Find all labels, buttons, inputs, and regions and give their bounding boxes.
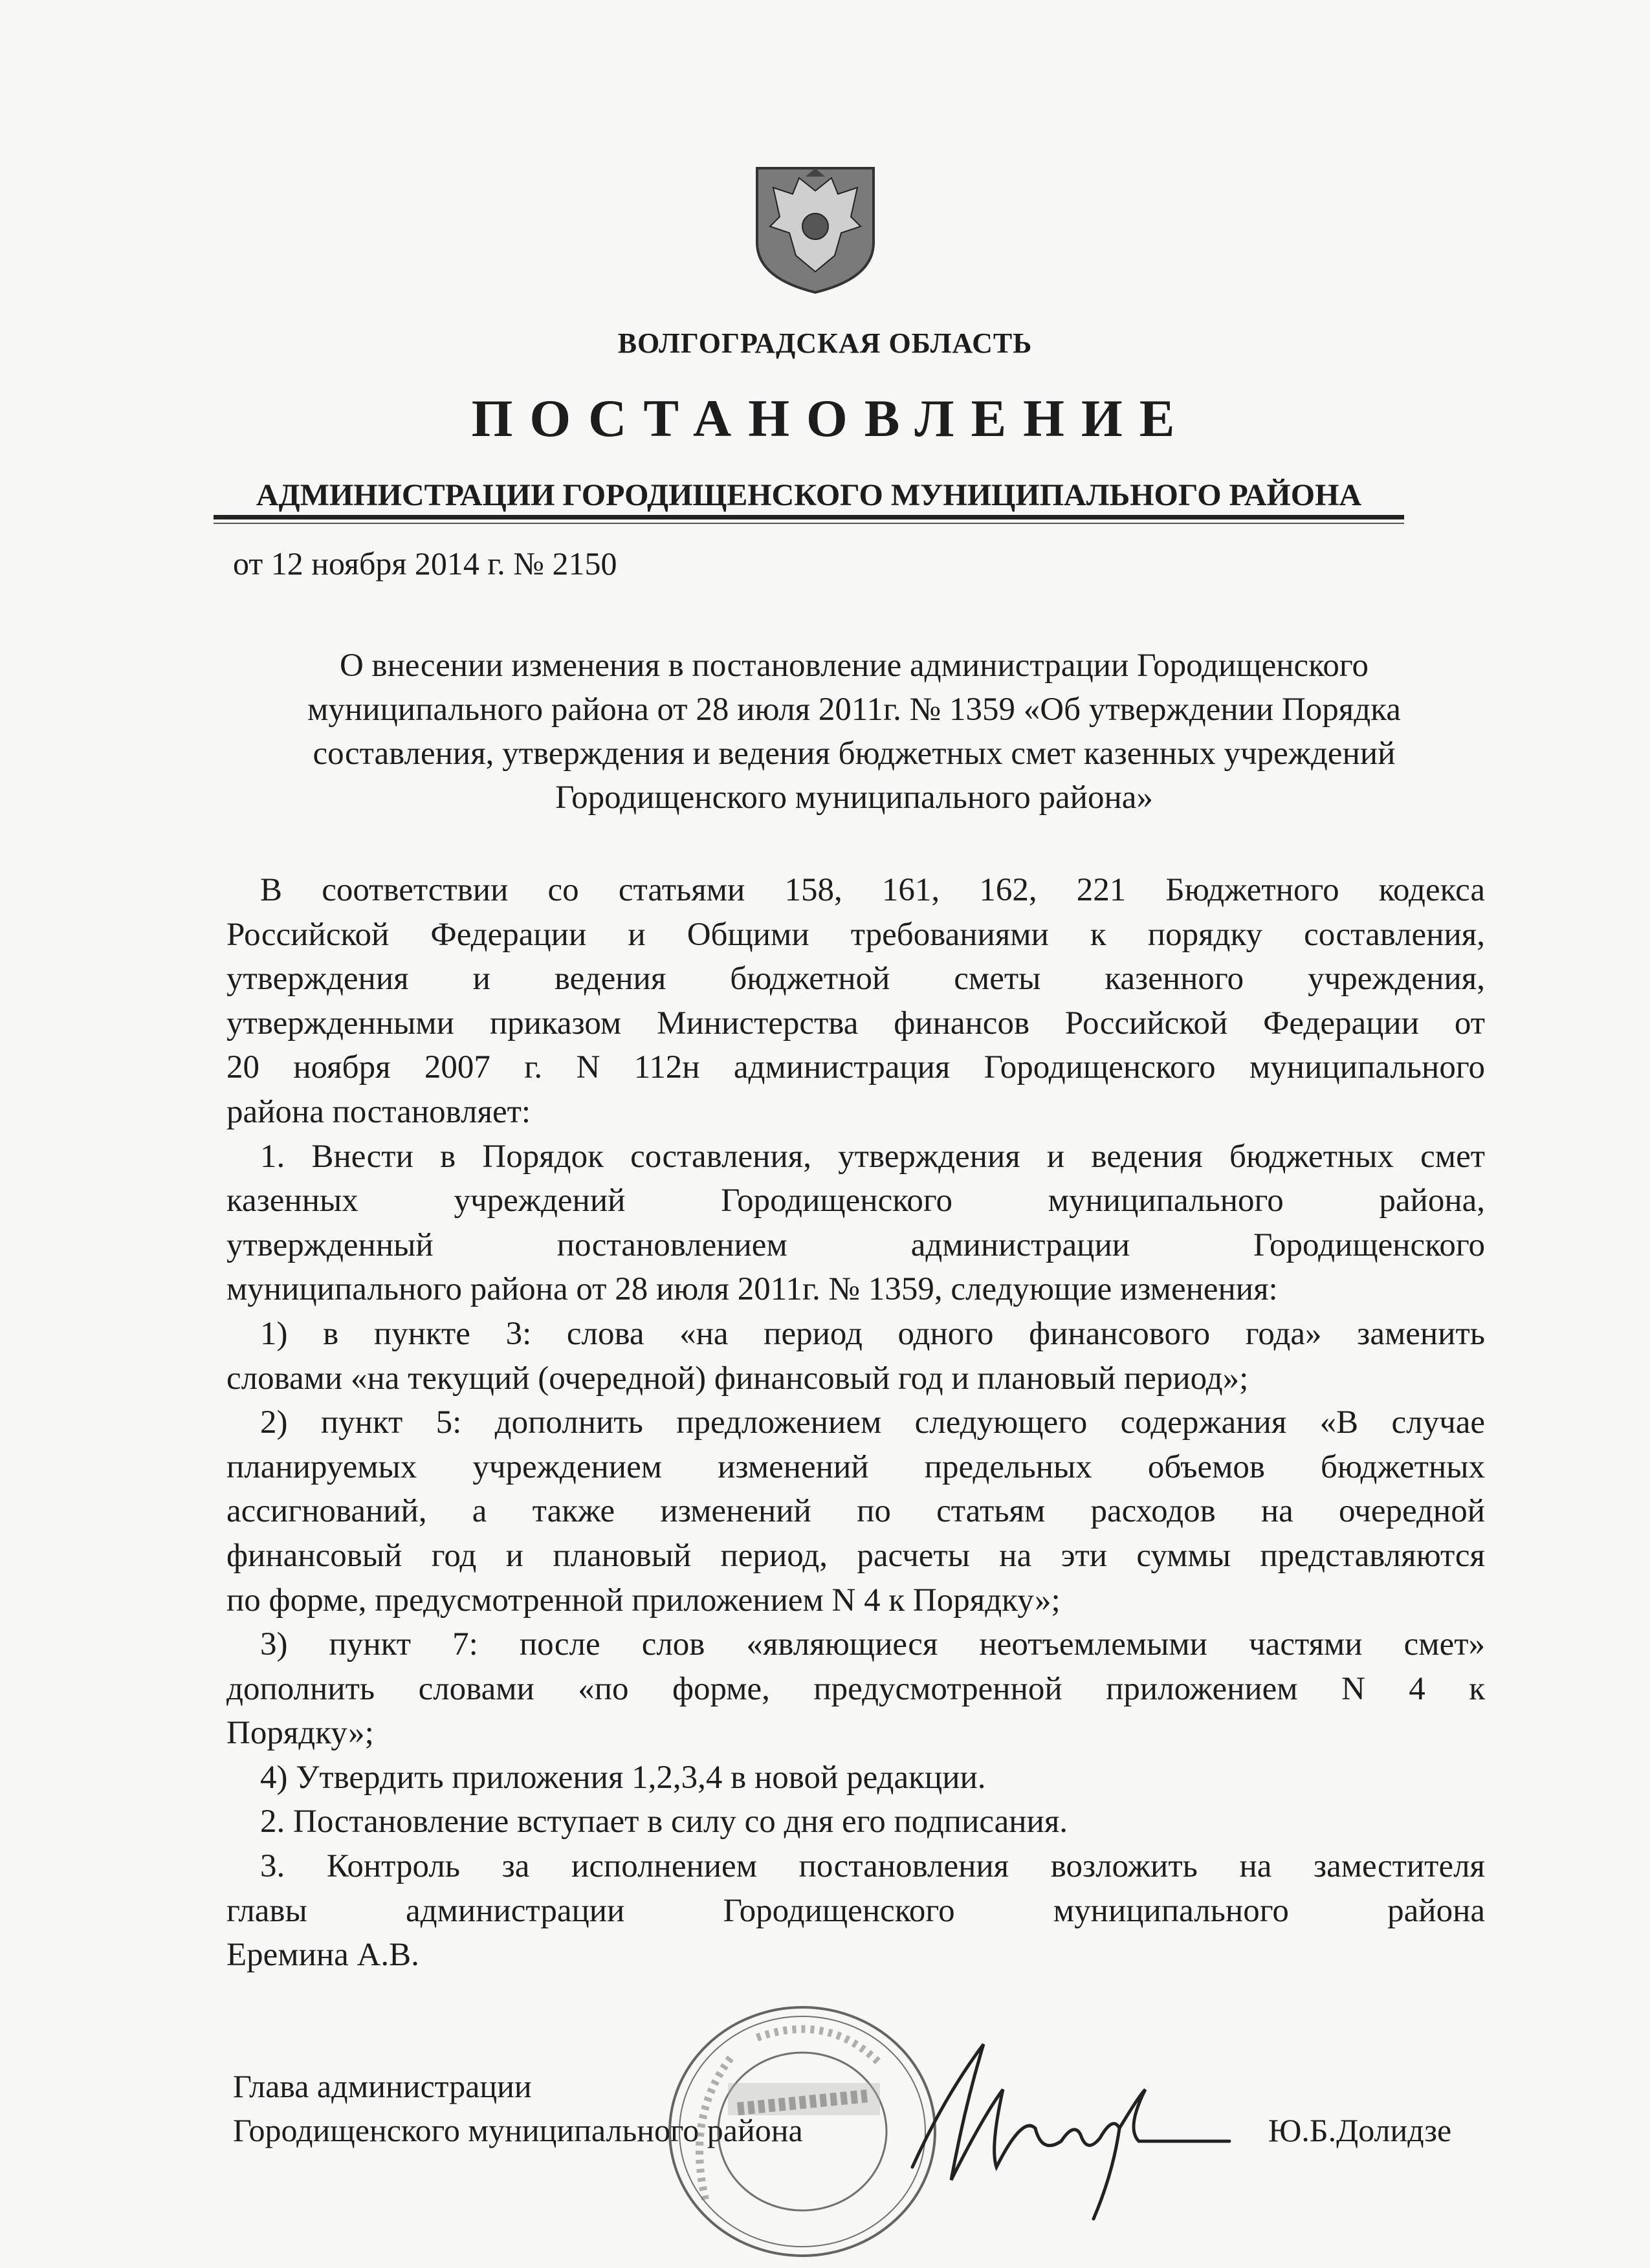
paragraph-line: утвержденными приказом Министерства финансов Российской Федерации от xyxy=(226,1005,1485,1041)
document-title xyxy=(220,644,1488,820)
header-divider-thin xyxy=(214,523,1404,524)
signatory-name: Ю.Б.Долидзе xyxy=(1268,2112,1452,2148)
official-stamp xyxy=(660,1999,945,2264)
region-heading: ВОЛГОГРАДСКАЯ ОБЛАСТЬ xyxy=(617,327,1033,359)
title-line: составления, утверждения и ведения бюджетных смет казенных учреждений xyxy=(313,736,1396,772)
signatory-position-line2: Городищенского муниципального района xyxy=(233,2112,803,2148)
paragraph-line: 2. Постановление вступает в силу со дня его подписания. xyxy=(260,1804,1068,1840)
paragraph xyxy=(226,868,1485,1135)
paragraph-line: казенных учреждений Городищенского муниципального района, xyxy=(226,1183,1485,1219)
paragraph-line: муниципального района от 28 июля 2011г. № 1359, следующие изменения: xyxy=(226,1271,1278,1308)
paragraph xyxy=(226,1844,1485,1978)
title-line: Городищенского муниципального района» xyxy=(555,780,1153,816)
paragraph-line: планируемых учреждением изменений предельных объемов бюджетных xyxy=(226,1448,1485,1485)
authority-heading: АДМИНИСТРАЦИИ ГОРОДИЩЕНСКОГО МУНИЦИПАЛЬНОГО РАЙОНА xyxy=(256,478,1362,512)
paragraph-line: района постановляет: xyxy=(226,1093,531,1130)
paragraph-line: 2) пункт 5: дополнить предложением следующего содержания «В случае xyxy=(260,1404,1485,1441)
paragraph-line: Еремина А.В. xyxy=(226,1937,419,1974)
paragraph-line: дополнить словами «по форме, предусмотренной приложением N 4 к xyxy=(226,1670,1485,1707)
document-type-heading: ПОСТАНОВЛЕНИЕ xyxy=(471,389,1192,448)
handwritten-signature xyxy=(906,2018,1268,2225)
coat-of-arms-icon xyxy=(754,165,877,294)
document-body xyxy=(226,868,1485,1978)
paragraph-line: 3. Контроль за исполнением постановления возложить на заместителя xyxy=(260,1848,1485,1885)
paragraph-line: Российской Федерации и Общими требованиями к порядку составления, xyxy=(226,916,1485,953)
paragraph-line: утвержденный постановлением администрации Городищенского xyxy=(226,1227,1485,1263)
title-line: муниципального района от 28 июля 2011г. № 1359 «Об утверждении Порядка xyxy=(307,692,1401,728)
paragraph-line: словами «на текущий (очередной) финансовый год и плановый период»; xyxy=(226,1360,1249,1397)
paragraph-line: Порядку»; xyxy=(226,1715,374,1752)
paragraph-line: 20 ноября 2007 г. N 112н администрация Городищенского муниципального xyxy=(226,1049,1485,1086)
paragraph-line: утверждения и ведения бюджетной сметы казенного учреждения, xyxy=(226,961,1485,998)
paragraph-line: 1. Внести в Порядок составления, утверждения и ведения бюджетных смет xyxy=(260,1138,1485,1175)
paragraph-line: по форме, предусмотренной приложением N 4 к Порядку»; xyxy=(226,1582,1061,1619)
paragraph xyxy=(226,1401,1485,1622)
paragraph xyxy=(226,1800,1485,1844)
paragraph xyxy=(226,1622,1485,1756)
date-and-number: от 12 ноября 2014 г. № 2150 xyxy=(233,545,617,582)
paragraph-line: главы администрации Городищенского муниципального района xyxy=(226,1892,1485,1929)
paragraph xyxy=(226,1135,1485,1312)
paragraph-line: В соответствии со статьями 158, 161, 162, 221 Бюджетного кодекса xyxy=(260,872,1485,908)
paragraph-line: ассигнований, а также изменений по статьям расходов на очередной xyxy=(226,1493,1485,1530)
paragraph xyxy=(226,1312,1485,1401)
signatory-position-line1: Глава администрации xyxy=(233,2068,532,2104)
header-divider xyxy=(214,515,1404,519)
paragraph-line: финансовый год и плановый период, расчеты на эти суммы представляются xyxy=(226,1537,1485,1574)
paragraph-line: 1) в пункте 3: слова «на период одного финансового года» заменить xyxy=(260,1315,1485,1352)
title-line: О внесении изменения в постановление администрации Городищенского xyxy=(339,648,1369,684)
paragraph-line: 3) пункт 7: после слов «являющиеся неотъемлемыми частями смет» xyxy=(260,1626,1485,1663)
paragraph-line: 4) Утвердить приложения 1,2,3,4 в новой редакции. xyxy=(260,1759,986,1796)
paragraph xyxy=(226,1756,1485,1800)
